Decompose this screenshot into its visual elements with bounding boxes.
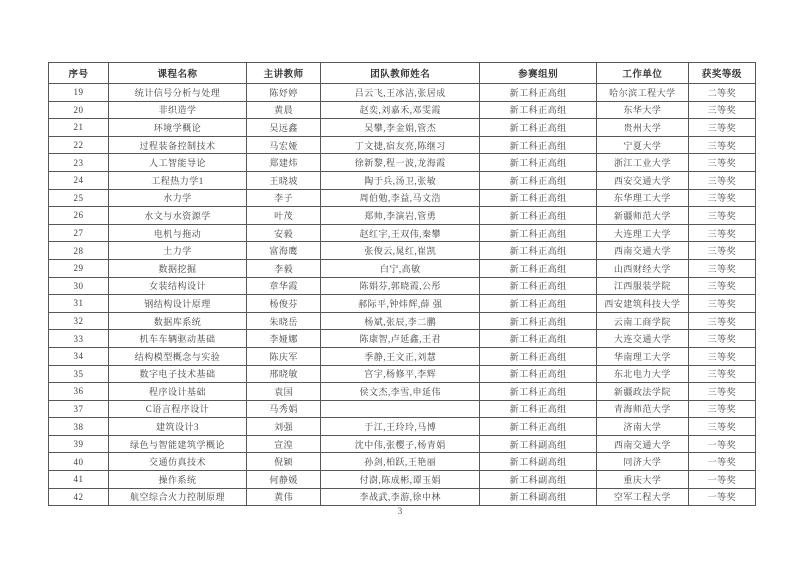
table-cell: 李娅娜 (246, 330, 320, 348)
table-cell: 新疆政法学院 (596, 383, 688, 401)
table-cell: 19 (49, 84, 109, 102)
table-cell: 人工智能导论 (109, 154, 247, 172)
table-cell: 二等奖 (688, 84, 755, 102)
table-cell: 交通仿真技术 (109, 453, 247, 471)
table-cell: 三等奖 (688, 136, 755, 154)
table-cell: 济南大学 (596, 418, 688, 436)
table-cell: 新工科正高组 (480, 365, 597, 383)
table-cell: 张俊云,晁红,崔凯 (321, 242, 480, 260)
table-cell: 航空综合火力控制原理 (109, 488, 247, 506)
table-cell: 东华理工大学 (596, 189, 688, 207)
table-cell: 新工科正高组 (480, 136, 597, 154)
table-cell: 新工科副高组 (480, 471, 597, 489)
column-header: 参赛组别 (480, 63, 597, 84)
table-header-row (49, 63, 756, 84)
table-cell: 西南交通大学 (596, 435, 688, 453)
table-cell: 一等奖 (688, 471, 755, 489)
column-header: 团队教师姓名 (321, 63, 480, 84)
table-cell: 马宏娅 (246, 136, 320, 154)
table-cell: 21 (49, 119, 109, 137)
table-cell: 陈娟芬,郭晓霞,公彤 (321, 277, 480, 295)
table-row (49, 101, 756, 119)
table-cell: 章华霞 (246, 277, 320, 295)
table-cell: 三等奖 (688, 312, 755, 330)
table-row (49, 119, 756, 137)
table-cell: 水文与水资源学 (109, 207, 247, 225)
table-cell: 郝际平,钟炜辉,薛 强 (321, 295, 480, 313)
table-cell: 赵奕,刘嘉禾,邓雯霞 (321, 101, 480, 119)
table-cell: 陈庆军 (246, 347, 320, 365)
table-cell: 水力学 (109, 189, 247, 207)
table-cell: 青海师范大学 (596, 400, 688, 418)
table-cell: 三等奖 (688, 400, 755, 418)
table-cell: 新工科正高组 (480, 383, 597, 401)
table-cell: 三等奖 (688, 224, 755, 242)
table-cell: 吴远鑫 (246, 119, 320, 137)
table-cell: 操作系统 (109, 471, 247, 489)
table-cell: 24 (49, 171, 109, 189)
table-cell: 一等奖 (688, 453, 755, 471)
table-cell: 刘强 (246, 418, 320, 436)
table-cell: 新工科正高组 (480, 224, 597, 242)
table-row (49, 207, 756, 225)
table-row (49, 84, 756, 102)
table-cell: 宁夏大学 (596, 136, 688, 154)
table-cell: 38 (49, 418, 109, 436)
table-cell: 新疆师范大学 (596, 207, 688, 225)
table-row (49, 312, 756, 330)
table-cell: 大连交通大学 (596, 330, 688, 348)
table-cell: 大连理工大学 (596, 224, 688, 242)
table-cell: 新工科正高组 (480, 101, 597, 119)
table-cell: 三等奖 (688, 242, 755, 260)
table-cell: C语言程序设计 (109, 400, 247, 418)
table-cell: 程序设计基础 (109, 383, 247, 401)
table-row (49, 154, 756, 172)
table-cell: 土力学 (109, 242, 247, 260)
table-cell: 25 (49, 189, 109, 207)
table-cell: 20 (49, 101, 109, 119)
table-row (49, 488, 756, 506)
table-cell: 三等奖 (688, 189, 755, 207)
table-cell: 钢结构设计原理 (109, 295, 247, 313)
table-cell: 三等奖 (688, 347, 755, 365)
table-cell: 新工科副高组 (480, 435, 597, 453)
table-cell: 新工科正高组 (480, 119, 597, 137)
table-row (49, 347, 756, 365)
table-cell: 空军工程大学 (596, 488, 688, 506)
table-cell: 富海鹰 (246, 242, 320, 260)
table-row (49, 418, 756, 436)
table-cell: 一等奖 (688, 488, 755, 506)
table-row (49, 189, 756, 207)
table-cell: 三等奖 (688, 365, 755, 383)
table-cell: 建筑设计3 (109, 418, 247, 436)
column-header: 工作单位 (596, 63, 688, 84)
table-cell: 同济大学 (596, 453, 688, 471)
table-cell: 杨斌,张辰,李二鹏 (321, 312, 480, 330)
table-cell: 31 (49, 295, 109, 313)
table-cell: 西南交通大学 (596, 242, 688, 260)
table-cell: 新工科正高组 (480, 84, 597, 102)
table-row (49, 242, 756, 260)
table-cell: 三等奖 (688, 295, 755, 313)
table-cell: 陈妤婷 (246, 84, 320, 102)
table-cell: 新工科正高组 (480, 295, 597, 313)
table-cell: 42 (49, 488, 109, 506)
table-cell: 孙剑,柏跃,王艳丽 (321, 453, 480, 471)
table-row (49, 224, 756, 242)
table-cell: 西安交通大学 (596, 171, 688, 189)
table-cell: 李毅 (246, 259, 320, 277)
table-row (49, 435, 756, 453)
table-cell: 邢晓敏 (246, 365, 320, 383)
table-cell: 贵州大学 (596, 119, 688, 137)
table-cell: 新工科正高组 (480, 207, 597, 225)
table-cell: 33 (49, 330, 109, 348)
awards-table (48, 62, 756, 506)
table-body (49, 84, 756, 506)
column-header: 课程名称 (109, 63, 247, 84)
table-cell: 三等奖 (688, 119, 755, 137)
table-cell: 郑帅,李演岩,管勇 (321, 207, 480, 225)
table-cell: 郑建炜 (246, 154, 320, 172)
table-cell: 黄晨 (246, 101, 320, 119)
table-cell: 朱晓岳 (246, 312, 320, 330)
table-cell: 40 (49, 453, 109, 471)
table-cell: 李子 (246, 189, 320, 207)
table-row (49, 295, 756, 313)
table-cell: 黄伟 (246, 488, 320, 506)
table-cell: 倪颖 (246, 453, 320, 471)
table-cell: 吕云飞,王冰洁,张居成 (321, 84, 480, 102)
table-cell: 东北电力大学 (596, 365, 688, 383)
table-cell: 袁国 (246, 383, 320, 401)
table-cell: 哈尔滨工程大学 (596, 84, 688, 102)
table-cell: 三等奖 (688, 330, 755, 348)
table-cell: 三等奖 (688, 101, 755, 119)
table-row (49, 365, 756, 383)
table-cell (321, 400, 480, 418)
table-cell: 一等奖 (688, 435, 755, 453)
table-cell: 新工科正高组 (480, 400, 597, 418)
table-cell: 新工科正高组 (480, 242, 597, 260)
table-cell: 江西服装学院 (596, 277, 688, 295)
table-cell: 陶于兵,汤卫,张敏 (321, 171, 480, 189)
table-cell: 于江,王玲玲,马博 (321, 418, 480, 436)
table-cell: 41 (49, 471, 109, 489)
table-cell: 结构模型概念与实验 (109, 347, 247, 365)
table-cell: 新工科正高组 (480, 171, 597, 189)
table-cell: 机车车辆驱动基础 (109, 330, 247, 348)
table-cell: 西安建筑科技大学 (596, 295, 688, 313)
table-cell: 宣湟 (246, 435, 320, 453)
table-cell: 何静媛 (246, 471, 320, 489)
table-cell: 27 (49, 224, 109, 242)
table-cell: 三等奖 (688, 418, 755, 436)
table-cell: 山西财经大学 (596, 259, 688, 277)
column-header: 主讲教师 (246, 63, 320, 84)
table-row (49, 400, 756, 418)
table-cell: 云南工商学院 (596, 312, 688, 330)
table-cell: 数据挖掘 (109, 259, 247, 277)
table-cell: 周伯勉,李益,马文浩 (321, 189, 480, 207)
table-cell: 新工科正高组 (480, 347, 597, 365)
table-cell: 工程热力学1 (109, 171, 247, 189)
table-cell: 数字电子技术基础 (109, 365, 247, 383)
table-row (49, 259, 756, 277)
table-row (49, 453, 756, 471)
table-cell: 吴攀,李金娟,管杰 (321, 119, 480, 137)
column-header: 序号 (49, 63, 109, 84)
table-cell: 叶茂 (246, 207, 320, 225)
table-cell: 新工科正高组 (480, 330, 597, 348)
table-cell: 杨俊芬 (246, 295, 320, 313)
table-cell: 新工科正高组 (480, 312, 597, 330)
table-cell: 新工科正高组 (480, 259, 597, 277)
table-cell: 新工科正高组 (480, 277, 597, 295)
page-number: 3 (397, 506, 403, 516)
table-cell: 丁文捷,宿友亮,陈继习 (321, 136, 480, 154)
table-cell: 三等奖 (688, 383, 755, 401)
table-row (49, 330, 756, 348)
table-cell: 三等奖 (688, 259, 755, 277)
table-row (49, 136, 756, 154)
table-cell: 浙江工业大学 (596, 154, 688, 172)
table-cell: 新工科副高组 (480, 488, 597, 506)
table-cell: 侯文杰,李雪,申延伟 (321, 383, 480, 401)
table-cell: 34 (49, 347, 109, 365)
table-cell: 三等奖 (688, 277, 755, 295)
table-cell: 徐新黎,程一波,龙海霞 (321, 154, 480, 172)
table-cell: 季静,王文正,刘慧 (321, 347, 480, 365)
table-cell: 宫宇,杨修平,李辉 (321, 365, 480, 383)
table-cell: 东华大学 (596, 101, 688, 119)
table-cell: 三等奖 (688, 207, 755, 225)
table-cell: 陈康智,卢延鑫,王君 (321, 330, 480, 348)
table-cell: 王晓坡 (246, 171, 320, 189)
table-cell: 安毅 (246, 224, 320, 242)
table-cell: 女装结构设计 (109, 277, 247, 295)
table-cell: 39 (49, 435, 109, 453)
table-cell: 李战武,李游,徐中林 (321, 488, 480, 506)
table-cell: 付澍,陈成彬,谭玉娟 (321, 471, 480, 489)
table-cell: 36 (49, 383, 109, 401)
table-cell: 新工科正高组 (480, 418, 597, 436)
table-cell: 统计信号分析与处理 (109, 84, 247, 102)
table-cell: 环境学概论 (109, 119, 247, 137)
table-cell: 29 (49, 259, 109, 277)
table-cell: 白宁,高敏 (321, 259, 480, 277)
table-cell: 非织造学 (109, 101, 247, 119)
table-cell: 新工科副高组 (480, 453, 597, 471)
table-cell: 重庆大学 (596, 471, 688, 489)
table-cell: 赵红宇,王双伟,秦攀 (321, 224, 480, 242)
table-cell: 新工科正高组 (480, 154, 597, 172)
table-row (49, 171, 756, 189)
table-cell: 30 (49, 277, 109, 295)
table-cell: 数据库系统 (109, 312, 247, 330)
table-cell: 32 (49, 312, 109, 330)
table-cell: 新工科正高组 (480, 189, 597, 207)
table-row (49, 383, 756, 401)
table-cell: 28 (49, 242, 109, 260)
table-cell: 37 (49, 400, 109, 418)
table-cell: 绿色与智能建筑学概论 (109, 435, 247, 453)
table-row (49, 471, 756, 489)
table-cell: 三等奖 (688, 154, 755, 172)
table-cell: 三等奖 (688, 171, 755, 189)
table-cell: 华南理工大学 (596, 347, 688, 365)
table-cell: 23 (49, 154, 109, 172)
table-row (49, 277, 756, 295)
table-cell: 沈中伟,张樱子,杨青娟 (321, 435, 480, 453)
column-header: 获奖等级 (688, 63, 755, 84)
table-cell: 35 (49, 365, 109, 383)
table-cell: 电机与拖动 (109, 224, 247, 242)
table-cell: 过程装备控制技术 (109, 136, 247, 154)
table-cell: 马秀娟 (246, 400, 320, 418)
table-cell: 22 (49, 136, 109, 154)
table-cell: 26 (49, 207, 109, 225)
